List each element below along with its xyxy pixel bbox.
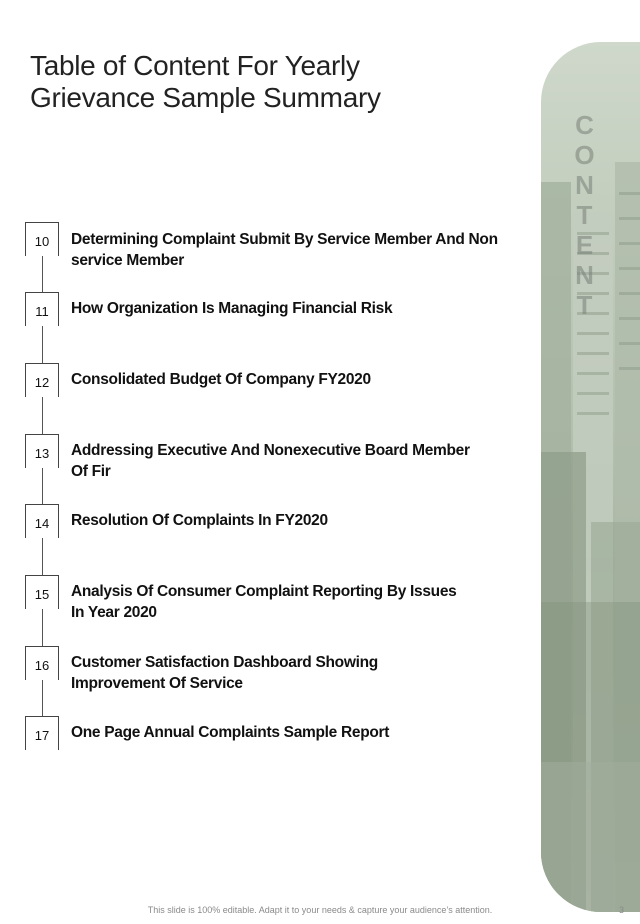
toc-item-line: In Year 2020 [71,604,157,621]
toc-item-line: One Page Annual Complaints Sample Report [71,724,390,741]
toc-number-14: 14 [25,504,59,538]
toc-item-10[interactable] [71,229,551,271]
toc-item-15[interactable] [71,581,551,623]
toc-item-13[interactable] [71,440,551,482]
side-letter: E [575,230,595,260]
toc-item-line: How Organization Is Managing Financial Risk [71,300,393,317]
toc-item-line: service Member [71,252,184,269]
toc-item-line: Addressing Executive And Nonexecutive Board Member [71,442,470,459]
title-line-1: Table of Content For Yearly [30,50,360,81]
toc-number-15: 15 [25,575,59,609]
toc-item-12[interactable] [71,369,551,390]
toc-item-line: Determining Complaint Submit By Service Member And Non [71,231,498,248]
toc-number-10: 10 [25,222,59,256]
toc-item-line: Of Fir [71,463,111,480]
toc-item-16[interactable] [71,652,551,694]
toc-item-14[interactable] [71,510,551,531]
title-line-2: Grievance Sample Summary [30,82,381,113]
toc-item-line: Improvement Of Service [71,675,243,692]
side-letter: N [575,260,595,290]
side-letter: T [576,200,594,230]
footer-note: This slide is 100% editable. Adapt it to your needs & capture your audience’s attention. [147,905,493,915]
side-letter: N [575,170,595,200]
toc-item-line: Consolidated Budget Of Company FY2020 [71,371,371,388]
toc-number-13: 13 [25,434,59,468]
toc-number-16: 16 [25,646,59,680]
toc-item-line: Resolution Of Complaints In FY2020 [71,512,328,529]
side-letter: C [575,110,595,140]
side-letter: O [574,140,596,170]
toc-number-11: 11 [25,292,59,326]
toc-item-line: Analysis Of Consumer Complaint Reporting By Issues [71,583,457,600]
toc-item-11[interactable] [71,298,551,319]
side-letter: T [576,290,594,320]
toc-item-line: Customer Satisfaction Dashboard Showing [71,654,378,671]
page-number: 3 [619,905,625,915]
toc-item-17[interactable] [71,722,551,743]
toc-number-17: 17 [25,716,59,750]
toc-number-12: 12 [25,363,59,397]
